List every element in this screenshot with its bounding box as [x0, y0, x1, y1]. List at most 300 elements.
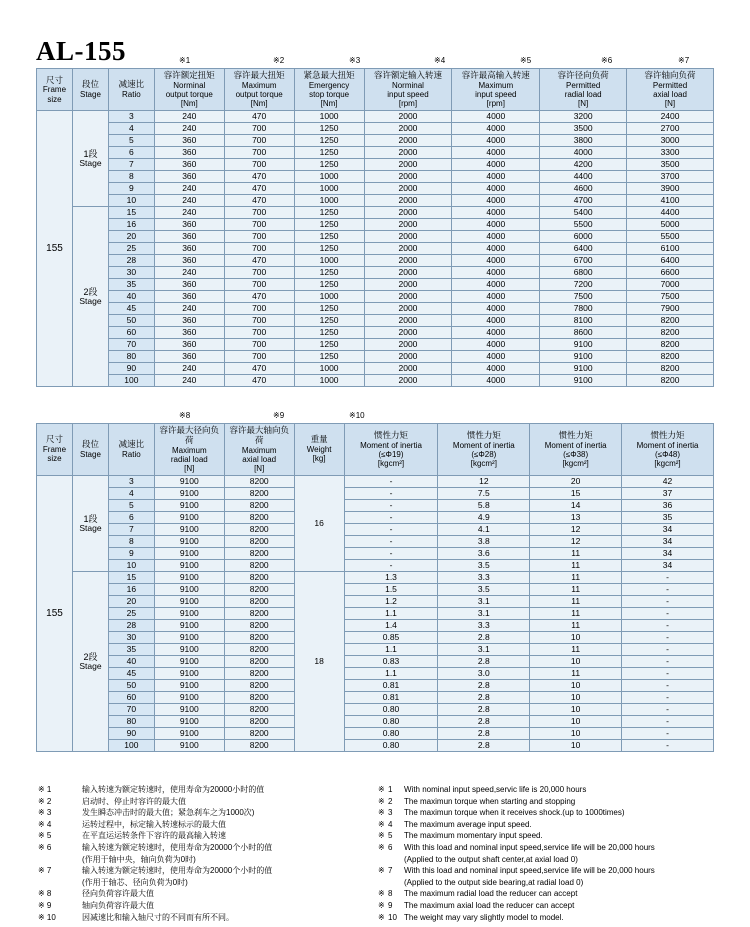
- value-cell: 2000: [364, 159, 452, 171]
- table-row: [37, 524, 714, 536]
- value-cell: 470: [224, 255, 294, 267]
- table-row: [37, 644, 714, 656]
- value-cell: 4000: [452, 159, 540, 171]
- value-cell: 240: [154, 183, 224, 195]
- value-cell: 7.5: [438, 488, 530, 500]
- table-row: [37, 620, 714, 632]
- value-cell: 3700: [627, 171, 714, 183]
- value-cell: -: [344, 560, 438, 572]
- footnote-item: ※ 10 The weight may vary slightly model to model.: [378, 912, 564, 922]
- th-nominal-input-speed: 容许额定输入转速 Norminal input speed [rpm]: [364, 69, 452, 111]
- table2-mark-row: [0, 411, 750, 423]
- value-cell: 11: [530, 608, 622, 620]
- stage-cell: 2段 Stage: [72, 207, 108, 387]
- value-cell: 1250: [294, 231, 364, 243]
- value-cell: 8200: [627, 351, 714, 363]
- value-cell: 10: [530, 632, 622, 644]
- value-cell: 360: [154, 327, 224, 339]
- value-cell: -: [622, 620, 714, 632]
- value-cell: 11: [530, 548, 622, 560]
- value-cell: 8100: [540, 315, 627, 327]
- ratio-cell: 28: [108, 620, 154, 632]
- table-row: [37, 560, 714, 572]
- ratio-cell: 5: [108, 500, 154, 512]
- value-cell: 2000: [364, 339, 452, 351]
- value-cell: 10: [530, 680, 622, 692]
- value-cell: 7000: [627, 279, 714, 291]
- value-cell: 0.80: [344, 740, 438, 752]
- value-cell: 2.8: [438, 692, 530, 704]
- mark-10: ※10: [349, 411, 365, 420]
- value-cell: 1250: [294, 123, 364, 135]
- value-cell: 2000: [364, 183, 452, 195]
- value-cell: 4000: [452, 327, 540, 339]
- value-cell: 3.8: [438, 536, 530, 548]
- value-cell: 8200: [224, 596, 294, 608]
- footnote-item: (Applied to the output side bearing,at radial load 0): [404, 877, 584, 887]
- table-row: [37, 123, 714, 135]
- value-cell: 10: [530, 716, 622, 728]
- value-cell: 360: [154, 171, 224, 183]
- value-cell: 11: [530, 668, 622, 680]
- value-cell: 3000: [627, 135, 714, 147]
- th-emergency-stop-torque: 紧急最大扭矩 Emergency stop torque [Nm]: [294, 69, 364, 111]
- value-cell: 9100: [154, 680, 224, 692]
- value-cell: 3.3: [438, 620, 530, 632]
- value-cell: 470: [224, 375, 294, 387]
- value-cell: 1250: [294, 207, 364, 219]
- value-cell: 2.8: [438, 716, 530, 728]
- footnotes-chinese: [38, 784, 368, 923]
- value-cell: 34: [622, 524, 714, 536]
- value-cell: 1.1: [344, 608, 438, 620]
- value-cell: 2000: [364, 219, 452, 231]
- weight-cell: 18: [294, 572, 344, 752]
- value-cell: 3500: [627, 159, 714, 171]
- value-cell: 4000: [452, 171, 540, 183]
- ratio-cell: 9: [108, 548, 154, 560]
- value-cell: 1.4: [344, 620, 438, 632]
- table-row: [37, 536, 714, 548]
- value-cell: -: [622, 668, 714, 680]
- value-cell: 8200: [627, 339, 714, 351]
- mark-7: ※7: [678, 56, 690, 65]
- table-row: [37, 219, 714, 231]
- ratio-cell: 35: [108, 279, 154, 291]
- value-cell: 2000: [364, 315, 452, 327]
- ratio-cell: 28: [108, 255, 154, 267]
- value-cell: 1250: [294, 279, 364, 291]
- ratio-cell: 16: [108, 219, 154, 231]
- ratio-cell: 100: [108, 375, 154, 387]
- value-cell: 7500: [540, 291, 627, 303]
- value-cell: 1250: [294, 135, 364, 147]
- value-cell: 7800: [540, 303, 627, 315]
- table-row: [37, 500, 714, 512]
- value-cell: 9100: [154, 740, 224, 752]
- value-cell: 9100: [154, 560, 224, 572]
- value-cell: 360: [154, 135, 224, 147]
- ratio-cell: 20: [108, 231, 154, 243]
- value-cell: 8200: [224, 668, 294, 680]
- table-row: [37, 476, 714, 488]
- value-cell: 4000: [452, 111, 540, 123]
- value-cell: 360: [154, 243, 224, 255]
- footnote-item: ※ 2 The maximun torque when starting and stopping: [378, 796, 576, 806]
- value-cell: 3.3: [438, 572, 530, 584]
- table-row: [37, 584, 714, 596]
- footnote-item: ※ 9 轴向负荷容许最大值: [38, 900, 154, 910]
- value-cell: 7900: [627, 303, 714, 315]
- table-row: [37, 171, 714, 183]
- table-row: [37, 716, 714, 728]
- value-cell: 2000: [364, 279, 452, 291]
- table-row: [37, 339, 714, 351]
- value-cell: 2000: [364, 123, 452, 135]
- value-cell: 240: [154, 375, 224, 387]
- value-cell: 3.0: [438, 668, 530, 680]
- value-cell: -: [344, 524, 438, 536]
- th2-moment-of-inertia-19: 惯性力矩 Moment of inertia (≤Φ19) [kgcm²]: [344, 424, 438, 476]
- value-cell: -: [622, 740, 714, 752]
- specification-table-1: [36, 68, 714, 387]
- table-row: [37, 728, 714, 740]
- value-cell: 4000: [540, 147, 627, 159]
- value-cell: 0.80: [344, 716, 438, 728]
- value-cell: 1000: [294, 195, 364, 207]
- value-cell: 2.8: [438, 680, 530, 692]
- value-cell: 3800: [540, 135, 627, 147]
- value-cell: 35: [622, 512, 714, 524]
- th-maximum-output-torque: 容许最大扭矩 Maximum output torque [Nm]: [224, 69, 294, 111]
- value-cell: 9100: [154, 500, 224, 512]
- value-cell: 1.5: [344, 584, 438, 596]
- ratio-cell: 45: [108, 668, 154, 680]
- value-cell: 12: [530, 524, 622, 536]
- value-cell: 9100: [154, 644, 224, 656]
- value-cell: 4000: [452, 255, 540, 267]
- value-cell: 8200: [627, 315, 714, 327]
- value-cell: 10: [530, 656, 622, 668]
- table1-header-row: [37, 69, 714, 111]
- table-row: [37, 668, 714, 680]
- value-cell: 2.8: [438, 704, 530, 716]
- value-cell: 9100: [154, 524, 224, 536]
- table-row: [37, 488, 714, 500]
- value-cell: 360: [154, 291, 224, 303]
- table-row: [37, 303, 714, 315]
- value-cell: -: [622, 716, 714, 728]
- table-row: [37, 231, 714, 243]
- value-cell: 37: [622, 488, 714, 500]
- mark-2: ※2: [273, 56, 285, 65]
- th-nominal-output-torque: 容许额定扭矩 Norminal output torque [Nm]: [154, 69, 224, 111]
- ratio-cell: 9: [108, 183, 154, 195]
- footnote-item: (作用于轴芯、径向负荷为0时): [82, 877, 188, 887]
- th2-weight: 重量 Weight [kg]: [294, 424, 344, 476]
- value-cell: -: [622, 644, 714, 656]
- value-cell: 9100: [540, 339, 627, 351]
- ratio-cell: 8: [108, 171, 154, 183]
- value-cell: 4000: [452, 351, 540, 363]
- value-cell: 700: [224, 303, 294, 315]
- table-row: [37, 267, 714, 279]
- value-cell: 2.8: [438, 656, 530, 668]
- value-cell: 11: [530, 620, 622, 632]
- frame-size-cell: 155: [37, 111, 73, 387]
- value-cell: 4000: [452, 123, 540, 135]
- value-cell: 11: [530, 584, 622, 596]
- value-cell: 34: [622, 560, 714, 572]
- value-cell: 1.1: [344, 668, 438, 680]
- value-cell: 2000: [364, 207, 452, 219]
- value-cell: 34: [622, 536, 714, 548]
- value-cell: 7200: [540, 279, 627, 291]
- value-cell: 8200: [224, 524, 294, 536]
- value-cell: 5500: [627, 231, 714, 243]
- footnote-item: ※ 8 径向负荷容许最大值: [38, 889, 154, 899]
- ratio-cell: 80: [108, 351, 154, 363]
- value-cell: 12: [438, 476, 530, 488]
- value-cell: 4000: [452, 315, 540, 327]
- value-cell: 6700: [540, 255, 627, 267]
- ratio-cell: 10: [108, 195, 154, 207]
- value-cell: 1.2: [344, 596, 438, 608]
- value-cell: 4000: [452, 231, 540, 243]
- value-cell: 1250: [294, 243, 364, 255]
- value-cell: 4000: [452, 339, 540, 351]
- value-cell: 4000: [452, 375, 540, 387]
- value-cell: 4000: [452, 219, 540, 231]
- mark-4: ※4: [434, 56, 446, 65]
- value-cell: 11: [530, 644, 622, 656]
- footnote-item: ※ 7 输入转速为额定转速时，使用寿命为20000个小时的值: [38, 866, 273, 876]
- value-cell: 9100: [540, 375, 627, 387]
- table-row: [37, 548, 714, 560]
- th-frame-size: 尺寸 Frame size: [37, 69, 73, 111]
- value-cell: 700: [224, 327, 294, 339]
- ratio-cell: 6: [108, 512, 154, 524]
- value-cell: 360: [154, 339, 224, 351]
- value-cell: 3500: [540, 123, 627, 135]
- table-row: [37, 279, 714, 291]
- value-cell: 15: [530, 488, 622, 500]
- value-cell: 1250: [294, 339, 364, 351]
- value-cell: 700: [224, 147, 294, 159]
- value-cell: 700: [224, 219, 294, 231]
- value-cell: 700: [224, 123, 294, 135]
- value-cell: 1250: [294, 327, 364, 339]
- footnote-item: ※ 9 The maximum axial load the reducer can accept: [378, 900, 575, 910]
- ratio-cell: 90: [108, 728, 154, 740]
- footnote-item: ※ 1 With nominal input speed,servic life is 20,000 hours: [378, 785, 587, 794]
- footnote-item: ※ 5 The maximum momentary input speed.: [378, 831, 543, 841]
- ratio-cell: 3: [108, 476, 154, 488]
- value-cell: 10: [530, 728, 622, 740]
- value-cell: 8200: [224, 620, 294, 632]
- ratio-cell: 30: [108, 632, 154, 644]
- ratio-cell: 90: [108, 363, 154, 375]
- value-cell: 360: [154, 219, 224, 231]
- value-cell: 700: [224, 339, 294, 351]
- value-cell: 2000: [364, 291, 452, 303]
- footnote-item: ※ 3 The maximun torque when it receives shock.(up to 1000times): [378, 808, 625, 818]
- value-cell: 8200: [224, 740, 294, 752]
- value-cell: 6800: [540, 267, 627, 279]
- value-cell: -: [622, 692, 714, 704]
- table-row: [37, 704, 714, 716]
- value-cell: 240: [154, 267, 224, 279]
- value-cell: 9100: [154, 572, 224, 584]
- value-cell: 1250: [294, 267, 364, 279]
- value-cell: 4000: [452, 135, 540, 147]
- value-cell: -: [622, 596, 714, 608]
- value-cell: 2000: [364, 135, 452, 147]
- ratio-cell: 30: [108, 267, 154, 279]
- ratio-cell: 60: [108, 327, 154, 339]
- value-cell: 6400: [627, 255, 714, 267]
- ratio-cell: 16: [108, 584, 154, 596]
- footnote-item: (Applied to the output shaft center,at axial load 0): [404, 854, 578, 864]
- value-cell: 8200: [224, 500, 294, 512]
- value-cell: 1250: [294, 303, 364, 315]
- mark-8: ※8: [179, 411, 191, 420]
- value-cell: 8200: [224, 644, 294, 656]
- value-cell: 8200: [627, 363, 714, 375]
- table-row: [37, 351, 714, 363]
- value-cell: 360: [154, 231, 224, 243]
- value-cell: 4000: [452, 363, 540, 375]
- ratio-cell: 15: [108, 572, 154, 584]
- value-cell: -: [344, 488, 438, 500]
- value-cell: 9100: [154, 476, 224, 488]
- th2-frame-size: 尺寸 Frame size: [37, 424, 73, 476]
- value-cell: 20: [530, 476, 622, 488]
- table-row: [37, 135, 714, 147]
- value-cell: 8200: [224, 560, 294, 572]
- value-cell: 700: [224, 267, 294, 279]
- ratio-cell: 5: [108, 135, 154, 147]
- mark-5: ※5: [520, 56, 532, 65]
- ratio-cell: 50: [108, 680, 154, 692]
- value-cell: 4000: [452, 207, 540, 219]
- table-row: [37, 572, 714, 584]
- value-cell: 2000: [364, 363, 452, 375]
- value-cell: 9100: [154, 584, 224, 596]
- mark-9: ※9: [273, 411, 285, 420]
- value-cell: 1250: [294, 159, 364, 171]
- value-cell: -: [344, 512, 438, 524]
- table-row: [37, 512, 714, 524]
- value-cell: 11: [530, 560, 622, 572]
- ratio-cell: 4: [108, 488, 154, 500]
- th-stage: 段位 Stage: [72, 69, 108, 111]
- value-cell: 5500: [540, 219, 627, 231]
- value-cell: 7500: [627, 291, 714, 303]
- value-cell: 0.81: [344, 680, 438, 692]
- value-cell: 2000: [364, 231, 452, 243]
- value-cell: -: [622, 704, 714, 716]
- ratio-cell: 25: [108, 608, 154, 620]
- ratio-cell: 6: [108, 147, 154, 159]
- value-cell: 1000: [294, 111, 364, 123]
- table-row: [37, 315, 714, 327]
- value-cell: 4000: [452, 243, 540, 255]
- value-cell: -: [622, 728, 714, 740]
- value-cell: 1000: [294, 363, 364, 375]
- value-cell: 4000: [452, 303, 540, 315]
- weight-cell: 16: [294, 476, 344, 572]
- value-cell: 700: [224, 315, 294, 327]
- footnote-item: ※ 1 输入转速为额定转速时，使用寿命为20000小时的值: [38, 785, 265, 794]
- value-cell: 4000: [452, 279, 540, 291]
- footnote-item: ※ 8 The maximum radial load the reducer can accept: [378, 889, 578, 899]
- value-cell: -: [344, 548, 438, 560]
- value-cell: 4000: [452, 147, 540, 159]
- value-cell: -: [622, 608, 714, 620]
- value-cell: -: [622, 584, 714, 596]
- table-row: [37, 195, 714, 207]
- value-cell: 700: [224, 351, 294, 363]
- value-cell: 3.1: [438, 644, 530, 656]
- th-maximum-input-speed: 容许最高输入转速 Maximum input speed [rpm]: [452, 69, 540, 111]
- value-cell: 0.80: [344, 728, 438, 740]
- value-cell: 9100: [154, 656, 224, 668]
- footnote-item: ※ 6 With this load and nominal input speed,service life will be 20,000 hours: [378, 842, 655, 852]
- value-cell: 1000: [294, 291, 364, 303]
- value-cell: 8200: [224, 488, 294, 500]
- value-cell: 42: [622, 476, 714, 488]
- value-cell: 9100: [154, 596, 224, 608]
- value-cell: 3900: [627, 183, 714, 195]
- value-cell: 1000: [294, 255, 364, 267]
- value-cell: 360: [154, 351, 224, 363]
- ratio-cell: 3: [108, 111, 154, 123]
- value-cell: 240: [154, 111, 224, 123]
- value-cell: 1250: [294, 351, 364, 363]
- value-cell: 8200: [224, 704, 294, 716]
- value-cell: 2.8: [438, 728, 530, 740]
- th-permitted-radial-load: 容许径向负荷 Permitted radial load [N]: [540, 69, 627, 111]
- table-row: [37, 291, 714, 303]
- table-row: [37, 740, 714, 752]
- value-cell: 700: [224, 135, 294, 147]
- value-cell: 4600: [540, 183, 627, 195]
- value-cell: 700: [224, 159, 294, 171]
- value-cell: 360: [154, 159, 224, 171]
- stage-cell: 1段 Stage: [72, 111, 108, 207]
- value-cell: 4.9: [438, 512, 530, 524]
- value-cell: 240: [154, 123, 224, 135]
- value-cell: 8200: [224, 632, 294, 644]
- value-cell: 9100: [154, 704, 224, 716]
- value-cell: 2000: [364, 351, 452, 363]
- ratio-cell: 50: [108, 315, 154, 327]
- ratio-cell: 20: [108, 596, 154, 608]
- page-title: AL-155: [36, 36, 126, 66]
- value-cell: 1250: [294, 315, 364, 327]
- value-cell: 2000: [364, 171, 452, 183]
- value-cell: -: [622, 680, 714, 692]
- table1-mark-row: [0, 56, 750, 68]
- value-cell: 1000: [294, 171, 364, 183]
- stage-cell: 2段 Stage: [72, 572, 108, 752]
- value-cell: 9100: [154, 728, 224, 740]
- value-cell: 10: [530, 704, 622, 716]
- value-cell: 240: [154, 195, 224, 207]
- table-row: [37, 375, 714, 387]
- footnotes-english: [378, 784, 738, 923]
